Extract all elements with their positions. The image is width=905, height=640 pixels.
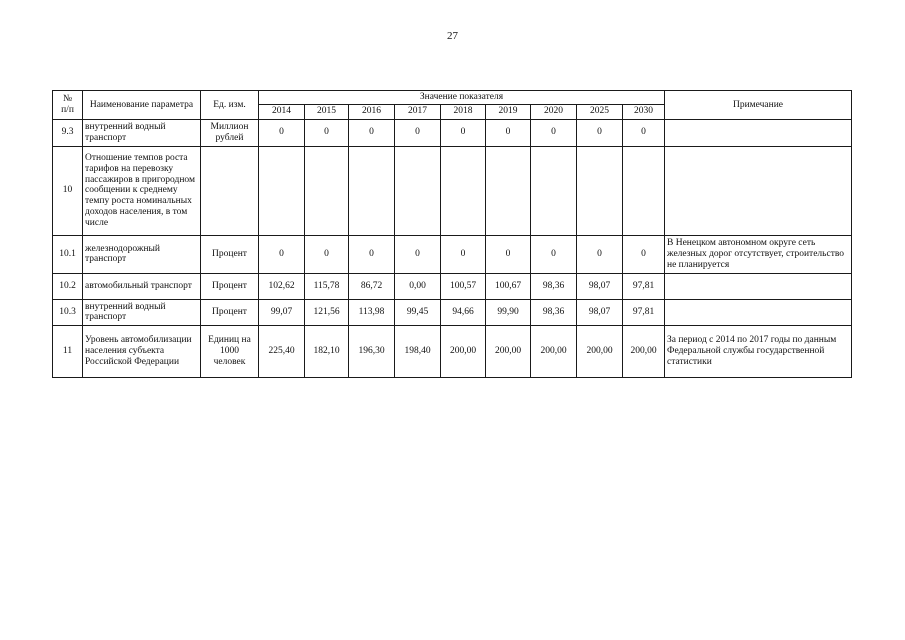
row-value: 86,72 bbox=[349, 273, 395, 299]
row-name: Отношение темпов роста тарифов на перевозку пассажиров в пригородном сообщении к среднему темпу роста номинальных доходов населения, в том числе bbox=[83, 146, 201, 235]
row-value bbox=[349, 146, 395, 235]
row-value bbox=[623, 146, 665, 235]
row-num: 10.3 bbox=[53, 299, 83, 325]
row-value: 0 bbox=[441, 119, 486, 146]
table-row bbox=[53, 325, 852, 377]
row-note bbox=[665, 146, 852, 235]
row-value: 0,00 bbox=[395, 273, 441, 299]
row-value bbox=[441, 146, 486, 235]
header-name: Наименование параметра bbox=[83, 91, 201, 120]
row-name: внутренний водный транспорт bbox=[83, 119, 201, 146]
row-value: 196,30 bbox=[349, 325, 395, 377]
row-note bbox=[665, 119, 852, 146]
row-value: 113,98 bbox=[349, 299, 395, 325]
row-value bbox=[395, 146, 441, 235]
row-value: 0 bbox=[577, 119, 623, 146]
header-year: 2014 bbox=[259, 104, 305, 119]
row-value bbox=[305, 146, 349, 235]
row-value: 0 bbox=[623, 119, 665, 146]
row-value: 99,45 bbox=[395, 299, 441, 325]
row-value: 0 bbox=[531, 235, 577, 273]
row-value bbox=[259, 146, 305, 235]
row-value bbox=[531, 146, 577, 235]
row-note bbox=[665, 299, 852, 325]
row-value: 97,81 bbox=[623, 273, 665, 299]
header-year: 2025 bbox=[577, 104, 623, 119]
table-row bbox=[53, 235, 852, 273]
row-value: 94,66 bbox=[441, 299, 486, 325]
page-number: 27 bbox=[447, 30, 458, 42]
row-value: 99,07 bbox=[259, 299, 305, 325]
row-value: 0 bbox=[531, 119, 577, 146]
header-year: 2020 bbox=[531, 104, 577, 119]
row-unit: Процент bbox=[201, 273, 259, 299]
row-value: 121,56 bbox=[305, 299, 349, 325]
row-value: 0 bbox=[623, 235, 665, 273]
row-value: 200,00 bbox=[577, 325, 623, 377]
header-year: 2018 bbox=[441, 104, 486, 119]
row-value: 0 bbox=[259, 119, 305, 146]
header-year: 2016 bbox=[349, 104, 395, 119]
row-value: 0 bbox=[305, 235, 349, 273]
row-value: 100,67 bbox=[486, 273, 531, 299]
row-value: 0 bbox=[486, 119, 531, 146]
row-note: В Ненецком автономном округе сеть железных дорог отсутствует, строительство не планируется bbox=[665, 235, 852, 273]
row-note bbox=[665, 273, 852, 299]
row-value: 98,36 bbox=[531, 273, 577, 299]
table-row bbox=[53, 146, 852, 235]
indicator-table bbox=[52, 90, 852, 378]
row-value: 97,81 bbox=[623, 299, 665, 325]
row-value: 200,00 bbox=[623, 325, 665, 377]
row-value: 0 bbox=[395, 119, 441, 146]
row-unit: Процент bbox=[201, 299, 259, 325]
row-num: 9.3 bbox=[53, 119, 83, 146]
header-year: 2017 bbox=[395, 104, 441, 119]
row-note: За период с 2014 по 2017 годы по данным Федеральной службы государственной статистики bbox=[665, 325, 852, 377]
row-value: 200,00 bbox=[486, 325, 531, 377]
row-name: автомобильный транспорт bbox=[83, 273, 201, 299]
row-value bbox=[486, 146, 531, 235]
row-value: 115,78 bbox=[305, 273, 349, 299]
row-value: 98,36 bbox=[531, 299, 577, 325]
row-num: 10.1 bbox=[53, 235, 83, 273]
header-values: Значение показателя bbox=[259, 91, 665, 105]
row-value: 0 bbox=[486, 235, 531, 273]
table-row bbox=[53, 273, 852, 299]
row-value bbox=[577, 146, 623, 235]
header-note: Примечание bbox=[665, 91, 852, 120]
row-value: 198,40 bbox=[395, 325, 441, 377]
row-name: железнодорожный транспорт bbox=[83, 235, 201, 273]
row-name: Уровень автомобилизации населения субъекта Российской Федерации bbox=[83, 325, 201, 377]
row-value: 0 bbox=[305, 119, 349, 146]
header-num bbox=[53, 91, 83, 120]
row-value: 0 bbox=[349, 119, 395, 146]
row-value: 98,07 bbox=[577, 299, 623, 325]
row-value: 200,00 bbox=[441, 325, 486, 377]
row-value: 200,00 bbox=[531, 325, 577, 377]
row-value: 225,40 bbox=[259, 325, 305, 377]
table-row bbox=[53, 299, 852, 325]
row-value: 0 bbox=[577, 235, 623, 273]
row-value: 0 bbox=[441, 235, 486, 273]
row-unit: Процент bbox=[201, 235, 259, 273]
row-unit: Миллион рублей bbox=[201, 119, 259, 146]
row-value: 102,62 bbox=[259, 273, 305, 299]
row-value: 0 bbox=[349, 235, 395, 273]
table-row bbox=[53, 119, 852, 146]
row-unit bbox=[201, 146, 259, 235]
row-num: 10 bbox=[53, 146, 83, 235]
header-year: 2030 bbox=[623, 104, 665, 119]
header-unit: Ед. изм. bbox=[201, 91, 259, 120]
row-value: 98,07 bbox=[577, 273, 623, 299]
row-num: 10.2 bbox=[53, 273, 83, 299]
row-name: внутренний водный транспорт bbox=[83, 299, 201, 325]
header-num-line1: № bbox=[62, 94, 73, 105]
row-num: 11 bbox=[53, 325, 83, 377]
row-unit: Единиц на 1000 человек bbox=[201, 325, 259, 377]
row-value: 182,10 bbox=[305, 325, 349, 377]
row-value: 100,57 bbox=[441, 273, 486, 299]
header-num-line2: п/п bbox=[61, 104, 74, 115]
row-value: 0 bbox=[259, 235, 305, 273]
row-value: 0 bbox=[395, 235, 441, 273]
header-year: 2015 bbox=[305, 104, 349, 119]
header-year: 2019 bbox=[486, 104, 531, 119]
row-value: 99,90 bbox=[486, 299, 531, 325]
